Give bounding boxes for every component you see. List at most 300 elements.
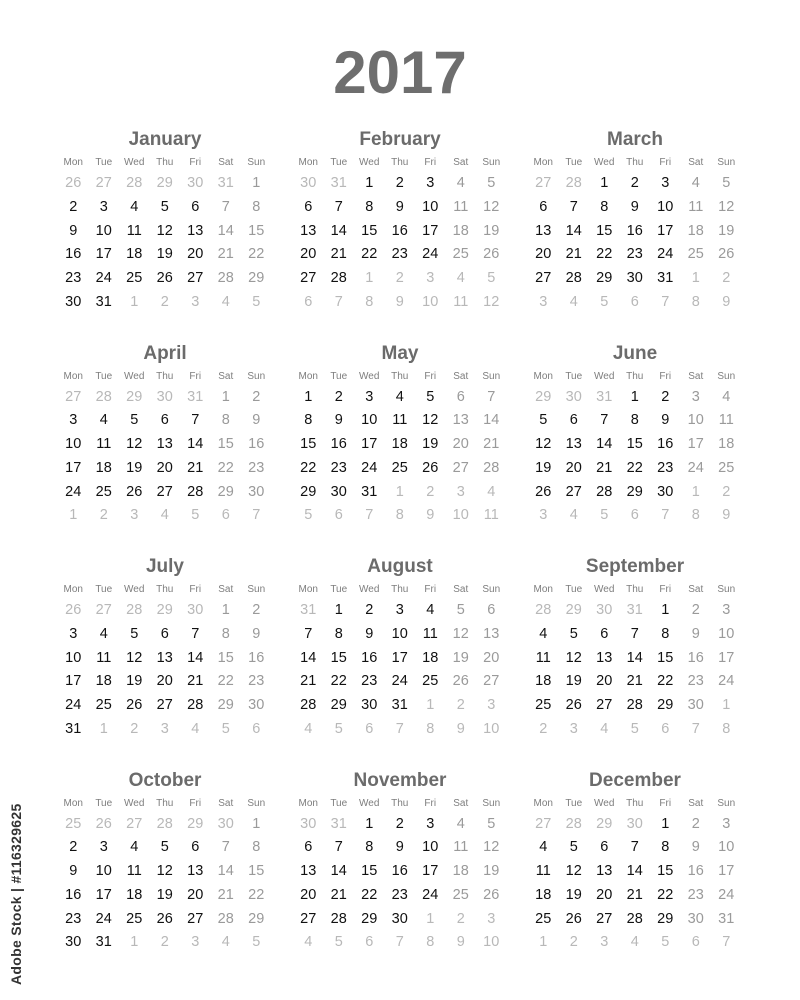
calendar-day: 8 [221,412,230,429]
calendar-day: 18 [452,222,469,239]
calendar-day: 27 [187,910,204,927]
calendar-day: 3 [365,388,374,405]
week-row [58,647,272,671]
adjacent-month-day: 5 [334,720,343,737]
week-row [528,220,742,244]
calendar-day: 29 [217,483,234,500]
adjacent-month-day: 3 [569,720,578,737]
calendar-day: 23 [248,673,265,690]
adjacent-month-day: 10 [452,507,469,524]
calendar-day: 10 [657,198,674,215]
calendar-day: 1 [304,388,313,405]
calendar-day: 6 [304,198,313,215]
week-row [293,196,507,220]
calendar-day: 18 [535,886,552,903]
calendar-day: 20 [300,246,317,263]
calendar-day: 1 [365,175,374,191]
week-row [293,860,507,884]
weekday-label: Wed [124,584,145,595]
calendar-day: 15 [300,436,317,453]
calendar-day: 6 [487,602,496,618]
adjacent-month-day: 9 [426,507,435,524]
weekday-label: Sat [688,370,704,382]
calendar-day: 24 [422,886,439,903]
month-name: August [367,556,433,577]
adjacent-month-day: 7 [365,507,374,524]
weekday-label: Fri [659,370,672,382]
adjacent-month-day: 31 [217,175,234,191]
calendar-day: 25 [391,459,408,476]
week-row [528,196,742,220]
weekday-label: Sun [717,797,736,809]
calendar-day: 30 [248,697,265,714]
calendar-day: 21 [596,459,613,476]
adjacent-month-day: 5 [630,720,639,737]
weekday-label: Tue [95,157,113,168]
calendar-day: 24 [361,459,378,476]
week-row [58,860,272,884]
weekday-label: Sun [717,584,736,595]
weekday-label: Wed [359,157,380,168]
adjacent-month-day: 28 [565,815,582,832]
calendar-day: 4 [722,388,731,405]
adjacent-month-day: 26 [95,815,112,832]
weekday-label: Sat [218,797,234,809]
calendar-day: 30 [65,934,82,951]
calendar-day: 7 [630,625,639,642]
week-row [528,623,742,647]
week-row [293,908,507,932]
calendar-day: 23 [65,270,82,287]
calendar-day: 1 [661,602,670,618]
page-title: 2017 [333,39,467,106]
adjacent-month-day: 30 [300,175,317,191]
adjacent-month-day: 2 [722,483,731,500]
calendar-day: 4 [539,625,548,642]
week-row [528,172,742,196]
calendar-day: 13 [187,863,204,880]
calendar-day: 23 [657,459,674,476]
weekday-label: Sun [482,584,501,595]
adjacent-month-day: 4 [304,934,313,951]
weekday-label: Mon [298,797,318,809]
adjacent-month-day: 31 [187,388,204,405]
week-row [58,457,272,481]
month-name: October [128,769,202,791]
calendar-day: 22 [217,673,234,690]
calendar-day: 12 [422,412,439,429]
calendar-day: 30 [626,270,643,287]
weekday-label: Mon [533,157,553,168]
weekday-header [528,368,742,386]
adjacent-month-day: 8 [426,934,435,951]
calendar-day: 11 [422,625,438,642]
calendar-day: 19 [483,863,500,880]
calendar-day: 24 [718,673,735,690]
adjacent-month-day: 9 [456,720,465,737]
week-row [58,599,272,623]
adjacent-month-day: 5 [661,934,670,951]
week-row [293,243,507,267]
adjacent-month-day: 8 [691,293,700,310]
calendar-day: 21 [330,246,347,263]
adjacent-month-day: 4 [569,507,578,524]
weekday-label: Tue [565,157,583,168]
calendar-day: 2 [69,198,78,215]
calendar-day: 10 [422,839,439,856]
adjacent-month-day: 30 [300,815,317,832]
calendar-day: 26 [483,246,500,263]
adjacent-month-day: 29 [156,602,173,618]
weekday-label: Fri [424,157,437,168]
calendar-day: 8 [221,625,230,642]
adjacent-month-day: 6 [661,720,670,737]
calendar-day: 29 [300,483,317,500]
weekday-label: Fri [189,797,202,809]
calendar-day: 26 [422,459,439,476]
calendar-day: 17 [95,246,112,263]
weekday-label: Sun [247,797,266,809]
calendar-day: 8 [252,198,261,215]
week-row [293,931,507,955]
adjacent-month-day: 10 [483,934,500,951]
month-february [293,126,507,340]
calendar-day: 6 [191,839,200,856]
adjacent-month-day: 30 [626,815,643,832]
calendar-day: 24 [718,886,735,903]
calendar-day: 9 [69,863,78,880]
calendar-day: 9 [69,222,78,239]
weekday-label: Sun [247,157,266,168]
adjacent-month-day: 30 [565,388,582,405]
week-row [58,386,272,410]
calendar-day: 12 [718,198,735,215]
calendar-day: 11 [96,649,112,666]
calendar-day: 2 [691,815,700,832]
calendar-day: 19 [565,673,582,690]
adjacent-month-day: 3 [487,697,496,714]
calendar-day: 17 [361,436,378,453]
calendar-day: 18 [718,436,735,453]
weekday-label: Wed [594,797,615,809]
calendar-day: 28 [217,910,234,927]
adjacent-month-day: 3 [426,270,435,287]
adjacent-month-day: 5 [191,507,200,524]
adjacent-month-day: 31 [300,602,317,618]
calendar-day: 9 [252,412,261,429]
weekday-label: Wed [594,370,615,382]
weekday-label: Sun [247,584,266,595]
calendar-day: 4 [395,388,404,405]
adjacent-month-day: 29 [126,388,143,405]
week-row [528,694,742,718]
adjacent-month-day: 27 [65,388,82,405]
calendar-day: 18 [95,459,112,476]
adjacent-month-day: 30 [156,388,173,405]
weekday-label: Fri [424,584,437,595]
adjacent-month-day: 29 [156,175,173,191]
adjacent-month-day: 1 [130,934,139,951]
calendar-day: 21 [483,436,500,453]
calendar-day: 18 [535,673,552,690]
calendar-day: 18 [687,222,704,239]
calendar-day: 1 [252,175,261,191]
calendar-day: 10 [95,222,112,239]
calendar-day: 23 [330,459,347,476]
calendar-day: 30 [65,293,82,310]
calendar-day: 28 [626,910,643,927]
weekday-label: Wed [359,584,380,595]
calendar-day: 19 [483,222,500,239]
adjacent-month-day: 1 [130,293,139,310]
calendar-day: 18 [391,436,408,453]
calendar-day: 8 [600,198,609,215]
calendar-day: 22 [626,459,643,476]
week-row [58,243,272,267]
calendar-day: 24 [65,697,82,714]
adjacent-month-day: 4 [304,720,313,737]
adjacent-month-day: 7 [691,720,700,737]
adjacent-month-day: 2 [130,720,139,737]
adjacent-month-day: 3 [130,507,139,524]
calendar-day: 23 [626,246,643,263]
calendar-day: 3 [426,175,435,191]
week-row [528,647,742,671]
week-row [528,931,742,955]
weekday-label: Tue [330,797,348,809]
calendar-day: 7 [334,198,343,215]
calendar-day: 22 [217,459,234,476]
calendar-day: 11 [392,412,408,429]
adjacent-month-day: 30 [217,815,234,832]
calendar-day: 16 [248,436,265,453]
adjacent-month-day: 6 [252,720,261,737]
adjacent-month-day: 26 [65,175,82,191]
calendar-day: 12 [535,436,552,453]
calendar-day: 23 [65,910,82,927]
adjacent-month-day: 2 [569,934,578,951]
calendar-day: 20 [596,673,613,690]
calendar-day: 5 [487,175,496,191]
calendar-day: 5 [722,175,731,191]
calendar-day: 19 [718,222,735,239]
calendar-day: 12 [156,222,173,239]
adjacent-month-day: 30 [187,602,204,618]
calendar-day: 10 [422,198,439,215]
adjacent-month-day: 6 [630,507,639,524]
weekday-header [528,154,742,172]
calendar-day: 3 [69,625,78,642]
calendar-day: 29 [330,697,347,714]
month-november [293,767,507,981]
adjacent-month-day: 29 [535,388,552,405]
month-name: June [612,342,658,364]
adjacent-month-day: 29 [596,815,613,832]
calendar-day: 23 [248,459,265,476]
calendar-day: 7 [304,625,313,642]
week-row [293,504,507,528]
calendar-day: 20 [535,246,552,263]
calendar-day: 14 [330,222,347,239]
calendar-day: 19 [126,673,143,690]
calendar-day: 20 [187,886,204,903]
month-march [528,126,742,340]
adjacent-month-day: 8 [691,507,700,524]
month-april [58,340,272,554]
weekday-label: Tue [330,157,348,168]
calendar-day: 22 [300,459,317,476]
calendar-day: 27 [452,459,469,476]
calendar-day: 26 [126,697,143,714]
weekday-label: Fri [659,584,672,595]
calendar-day: 28 [483,459,500,476]
calendar-day: 28 [596,483,613,500]
calendar-day: 6 [539,198,548,215]
calendar-day: 23 [687,673,704,690]
adjacent-month-day: 8 [426,720,435,737]
month-name: April [143,342,187,364]
weekday-label: Sat [453,157,469,168]
calendar-day: 3 [661,175,670,191]
calendar-day: 17 [718,649,735,666]
week-row [58,481,272,505]
calendar-day: 6 [569,412,578,429]
week-row [528,504,742,528]
calendar-day: 9 [691,625,700,642]
calendar-day: 2 [252,388,261,405]
calendar-day: 12 [126,436,143,453]
adjacent-month-day: 11 [483,507,499,524]
calendar-day: 17 [391,649,408,666]
calendar-day: 5 [569,625,578,642]
adjacent-month-day: 7 [722,934,731,951]
adjacent-month-day: 9 [395,293,404,310]
calendar-day: 25 [452,886,469,903]
adjacent-month-day: 3 [191,934,200,951]
calendar-day: 10 [687,412,704,429]
weekday-header [293,154,507,172]
adjacent-month-day: 31 [596,388,613,405]
adjacent-month-day: 6 [304,293,313,310]
adjacent-month-day: 8 [365,293,374,310]
calendar-day: 17 [422,222,439,239]
calendar-day: 7 [221,839,230,856]
calendar-day: 8 [661,839,670,856]
calendar-day: 31 [95,934,112,951]
weekday-header [293,581,507,599]
week-row [58,623,272,647]
calendar-day: 3 [722,602,731,618]
calendar-day: 9 [395,198,404,215]
calendar-day: 21 [626,886,643,903]
calendar-day: 25 [687,246,704,263]
calendar-day: 30 [391,910,408,927]
week-row [58,433,272,457]
calendar-day: 11 [126,863,142,880]
calendar-day: 27 [300,910,317,927]
calendar-day: 27 [156,483,173,500]
weekday-header [528,795,742,813]
calendar-day: 10 [718,625,735,642]
calendar-day: 14 [626,649,643,666]
month-january [58,126,272,340]
calendar-day: 27 [156,697,173,714]
week-row [293,718,507,742]
weekday-label: Sun [247,370,266,382]
adjacent-month-day: 7 [661,293,670,310]
week-row [58,196,272,220]
weekday-label: Thu [626,797,644,809]
calendar-day: 29 [361,910,378,927]
calendar-day: 16 [65,246,82,263]
calendar-day: 28 [300,697,317,714]
calendar-day: 24 [95,910,112,927]
calendar-day: 29 [657,697,674,714]
calendar-day: 22 [657,673,674,690]
adjacent-month-day: 1 [691,270,700,287]
calendar-day: 7 [221,198,230,215]
month-name: February [359,129,441,150]
calendar-day: 3 [69,412,78,429]
calendar-day: 28 [187,697,204,714]
week-row [528,433,742,457]
weekday-label: Sat [218,157,234,168]
month-name: December [589,769,681,791]
adjacent-month-day: 3 [191,293,200,310]
week-row [293,267,507,291]
weekday-label: Tue [330,584,348,595]
week-row [293,813,507,837]
weekday-label: Sat [688,157,704,168]
adjacent-month-day: 2 [160,293,169,310]
week-row [58,813,272,837]
adjacent-month-day: 5 [304,507,313,524]
calendar-day: 6 [600,839,609,856]
calendar-day: 16 [65,886,82,903]
calendar-day: 28 [565,270,582,287]
calendar-day: 17 [65,459,82,476]
calendar-day: 4 [426,602,435,618]
week-row [58,267,272,291]
calendar-day: 10 [95,863,112,880]
calendar-day: 11 [535,863,551,880]
calendar-day: 18 [126,246,143,263]
weekday-label: Mon [298,370,318,382]
calendar-day: 21 [330,886,347,903]
weekday-label: Sat [218,584,234,595]
week-row [58,504,272,528]
calendar-day: 16 [687,649,704,666]
calendar-day: 8 [304,412,313,429]
calendar-day: 9 [691,839,700,856]
month-july [58,553,272,767]
calendar-day: 11 [453,198,469,215]
calendar-day: 2 [395,175,404,191]
adjacent-month-day: 12 [483,293,500,310]
calendar-day: 5 [130,625,139,642]
calendar-day: 9 [630,198,639,215]
weekday-header [58,154,272,172]
calendar-day: 12 [483,839,500,856]
calendar-day: 21 [187,673,204,690]
adjacent-month-day: 31 [626,602,643,618]
weekday-label: Mon [298,157,318,168]
adjacent-month-day: 28 [95,388,112,405]
weekday-label: Thu [156,797,174,809]
week-row [528,267,742,291]
calendar-day: 24 [95,270,112,287]
calendar-day: 29 [626,483,643,500]
